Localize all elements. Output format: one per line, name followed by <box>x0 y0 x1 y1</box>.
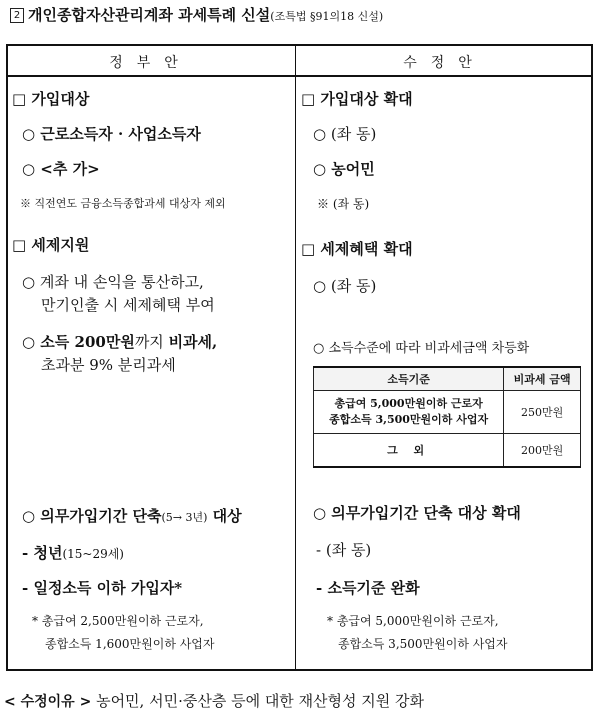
header-rule <box>6 75 593 77</box>
left-item-taxfree-line1 <box>22 331 217 352</box>
right-item-farmers: ○ 농어민 <box>313 160 375 178</box>
revision-reason <box>4 690 424 711</box>
table-cell-income-criteria <box>314 391 504 434</box>
left-item-taxfree-line2: 초과분 9% 분리과세 <box>41 356 176 374</box>
mandatory-period-target: 대상 <box>207 507 242 525</box>
right-note-income-line1: * 총급여 5,000만원이하 근로자, <box>327 614 499 628</box>
right-sub-relaxed: - 소득기준 완화 <box>316 579 420 597</box>
left-sub-youth <box>22 542 124 563</box>
right-item-same1: ○ (좌 동) <box>313 125 377 143</box>
left-item-mandatory-period <box>22 505 242 526</box>
section-number-box: 2 <box>10 8 24 23</box>
income-threshold-table <box>313 366 581 468</box>
mandatory-period-years: (5→ 3년) <box>161 511 208 524</box>
column-header-government: 정부안 <box>109 55 192 71</box>
left-section-eligibility: □ 가입대상 <box>12 90 90 108</box>
mandatory-period-text: ○ 의무가입기간 단축 <box>22 507 162 525</box>
column-divider <box>295 44 296 671</box>
taxfree-amount-text: ○ 소득 200만원 <box>22 333 135 351</box>
revision-reason-text: 농어민, 서민·중산층 등에 대한 재산형성 지원 강화 <box>91 692 425 710</box>
right-item-differentiation: ○ 소득수준에 따라 비과세금액 차등화 <box>313 341 530 356</box>
income-criteria-line1: 총급여 5,000만원이하 근로자 <box>334 397 483 410</box>
table-cell-amount: 200만원 <box>504 434 581 468</box>
left-note-exclusion: ※ 직전연도 금융소득종합과세 대상자 제외 <box>20 197 226 210</box>
table-cell-other: 그 외 <box>314 434 504 468</box>
column-header-revision: 수정안 <box>403 55 486 71</box>
left-section-tax-support: □ 세제지원 <box>12 236 90 254</box>
left-note-income-line2: 종합소득 1,600만원이하 사업자 <box>45 637 215 651</box>
right-sub-same: - (좌 동) <box>316 541 372 559</box>
left-sub-income-limit: - 일정소득 이하 가입자* <box>22 579 183 597</box>
right-note-same: ※ (좌 동) <box>317 197 370 211</box>
table-cell-amount: 250만원 <box>504 391 581 434</box>
table-header-income: 소득기준 <box>314 367 504 391</box>
title-subtext: (조특법 §91의18 신설) <box>270 10 384 23</box>
title-main-text: 개인종합자산관리계좌 과세특례 신설 <box>28 6 271 24</box>
right-section-tax-benefit: □ 세제혜택 확대 <box>301 240 413 258</box>
right-note-income-line2: 종합소득 3,500만원이하 사업자 <box>338 637 508 651</box>
table-header-row <box>314 367 581 391</box>
left-item-add: ○ <추 가> <box>22 160 100 178</box>
table-row <box>314 391 581 434</box>
right-section-eligibility: □ 가입대상 확대 <box>301 90 413 108</box>
left-item-netting-line1: ○ 계좌 내 손익을 통산하고, <box>22 273 204 291</box>
taxfree-label-text: 비과세, <box>168 333 218 351</box>
table-header-taxfree: 비과세 금액 <box>504 367 581 391</box>
left-note-income-line1: * 총급여 2,500만원이하 근로자, <box>32 614 204 628</box>
youth-age-range: (15~29세) <box>62 547 124 561</box>
youth-text: - 청년 <box>22 544 63 562</box>
revision-reason-label: < 수정이유 > <box>4 694 92 710</box>
left-item-netting-line2: 만기인출 시 세제혜택 부여 <box>41 296 215 314</box>
left-item-workers: ○ 근로소득자 · 사업소득자 <box>22 125 201 143</box>
right-item-mandatory-expand: ○ 의무가입기간 단축 대상 확대 <box>313 504 521 522</box>
taxfree-until-text: 까지 <box>134 333 169 351</box>
income-criteria-line2: 종합소득 3,500만원이하 사업자 <box>329 413 489 426</box>
document-title <box>28 4 383 25</box>
table-row <box>314 434 581 468</box>
right-item-same2: ○ (좌 동) <box>313 277 377 295</box>
